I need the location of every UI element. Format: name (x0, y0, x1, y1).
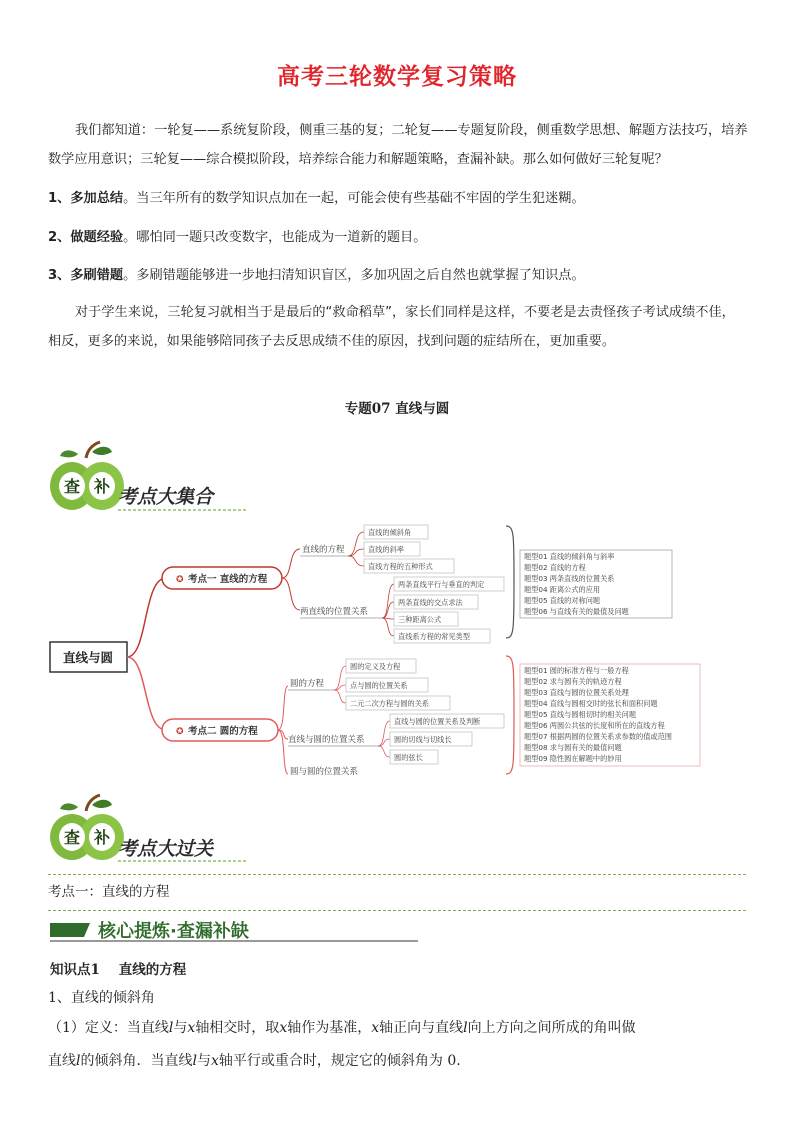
section-divider-bottom (48, 910, 746, 911)
svg-text:✪: ✪ (176, 727, 184, 737)
tip-3-bold: 多刷错题 (70, 268, 124, 283)
b1-sub2-item-4: 直线系方程的常见类型 (398, 632, 470, 641)
intro-paragraph: 我们都知道：一轮复——系统复阶段，侧重三基的复；二轮复——专题复阶段，侧重数学思想、解题方法技巧，培养数学应用意识；三轮复——综合模拟阶段，培养综合能力和解题策略，查漏补缺。那么如何做好三轮复呢？ (48, 123, 748, 167)
def1-var-x2: x (279, 1020, 288, 1036)
b2-sub2-label: 直线与圆的位置关系 (288, 735, 365, 745)
tip-2 (48, 228, 748, 248)
badge-2-label: 考点大过关 (118, 838, 214, 860)
def1-c: 轴相交时，取 (195, 1020, 280, 1036)
b2-type-2: 题型02 求与圆有关的轨迹方程 (524, 677, 622, 686)
topic-title: 专题07 直线与圆 (344, 401, 450, 417)
badge-2-char-2: 补 (93, 828, 111, 847)
b1-sub1-item-3: 直线方程的五种形式 (368, 562, 433, 571)
def2-d: 轴平行或重合时，规定它的倾斜角为 0. (218, 1053, 461, 1069)
b1-sub2-item-2: 两条直线的交点求法 (398, 598, 463, 607)
badge-2-char-1: 查 (63, 828, 81, 847)
def2-var-l: l (76, 1053, 81, 1069)
badge-1-char-1: 查 (63, 477, 81, 496)
b2-type-7: 题型07 根据两圆的位置关系求参数的值或范围 (524, 732, 672, 741)
knowledge-point-heading: 知识点1 直线的方程 (50, 962, 187, 978)
tip-1-text: 。当三年所有的数学知识点加在一起，可能会使有些基础不牢固的学生犯迷糊。 (123, 191, 585, 206)
tip-3-number: 3、 (48, 268, 71, 283)
b1-sub1-item-2: 直线的斜率 (368, 545, 404, 554)
definition-line-1 (48, 1013, 758, 1043)
b2-type-8: 题型08 求与圆有关的最值问题 (524, 743, 622, 752)
b1-sub2-item-1: 两条直线平行与垂直的判定 (398, 580, 485, 589)
branch-1-label: 考点一 直线的方程 (188, 574, 268, 585)
b1-sub2-item-3: 三种距离公式 (398, 615, 442, 624)
b1-type-4: 题型04 距离公式的应用 (524, 585, 601, 594)
b1-type-1: 题型01 直线的倾斜角与斜率 (524, 552, 615, 561)
core-banner (50, 917, 420, 943)
b1-type-2: 题型02 直线的方程 (524, 563, 586, 572)
b1-sub1-item-1: 直线的倾斜角 (368, 528, 412, 537)
def2-var-l2: l (192, 1053, 197, 1069)
tip-2-text: 。哪怕同一题只改变数字，也能成为一道新的题目。 (123, 230, 427, 245)
tip-1-bold: 多加总结 (70, 191, 124, 206)
b2-sub3-label: 圆与圆的位置关系 (290, 767, 359, 775)
badge-1-char-2: 补 (93, 477, 111, 496)
section-divider-top (48, 874, 746, 875)
def1-a: （1）定义：当直线 (48, 1020, 169, 1036)
tip-3-text: 。多刷错题能够进一步地扫清知识盲区，多加巩固之后自然也就掌握了知识点。 (123, 268, 585, 283)
badge-section-2 (48, 793, 258, 865)
def1-var-x3: x (371, 1020, 380, 1036)
b2-type-5: 题型05 直线与圆相切时的相关问题 (524, 710, 637, 719)
def1-e: 轴正向与直线 (379, 1020, 464, 1036)
closing-paragraph: 对于学生来说，三轮复习就相当于是最后的“救命稻草”，家长们同样是这样，不要老是去责怪孩子考试成绩不佳，相反，更多的来说，如果能够陪同孩子去反思成绩不佳的原因，找到问题的症结所在，更加重要。 (48, 305, 735, 349)
b2-type-1: 题型01 圆的标准方程与一般方程 (524, 666, 629, 675)
b2-sub1-item-3: 二元二次方程与圆的关系 (350, 699, 430, 708)
b2-type-6: 题型06 两圆公共弦的长度和所在的直线方程 (524, 721, 665, 730)
tip-2-bold: 做题经验 (70, 230, 124, 245)
b1-sub2-label: 两直线的位置关系 (300, 607, 369, 617)
tip-1 (48, 189, 748, 209)
b1-type-3: 题型03 两条直线的位置关系 (524, 574, 615, 583)
badge-section-1 (48, 440, 258, 520)
b2-type-3: 题型03 直线与圆的位置关系处理 (524, 688, 629, 697)
b2-sub1-item-2: 点与圆的位置关系 (350, 681, 408, 690)
mindmap-root: 直线与圆 (62, 650, 114, 665)
def1-var-x1: x (187, 1020, 196, 1036)
b2-sub2-item-1: 直线与圆的位置关系及判断 (394, 717, 481, 726)
badge-1-label: 考点大集合 (118, 486, 214, 508)
def2-a: 直线 (48, 1053, 76, 1069)
b2-sub1-item-1: 圆的定义及方程 (350, 662, 401, 671)
tip-3 (48, 266, 748, 286)
def1-var-l: l (168, 1020, 174, 1036)
def1-var-l2: l (463, 1020, 468, 1036)
branch-2-label: 考点二 圆的方程 (188, 726, 258, 737)
def1-d: 轴作为基准， (287, 1020, 372, 1036)
def1-f: 向上方向之间所成的角叫做 (467, 1020, 636, 1036)
tip-2-number: 2、 (48, 230, 71, 245)
page-title: 高考三轮数学复习策略 (277, 64, 517, 90)
section-label: 考点一：直线的方程 (48, 884, 170, 900)
b2-type-9: 题型09 隐性圆在解题中的妙用 (524, 754, 622, 763)
svg-text:✪: ✪ (176, 575, 184, 585)
def2-b: 的倾斜角．当直线 (80, 1053, 193, 1069)
b1-type-6: 题型06 与直线有关的最值及问题 (524, 607, 629, 616)
b1-type-5: 题型05 直线的对称问题 (524, 596, 601, 605)
mindmap (48, 520, 748, 775)
apple-badge-icon (48, 793, 258, 865)
b2-type-4: 题型04 直线与圆相交时的弦长和面积问题 (524, 699, 658, 708)
tip-1-number: 1、 (48, 191, 71, 206)
def2-var-x: x (210, 1053, 219, 1069)
def1-b: 与 (173, 1020, 188, 1036)
apple-badge-icon (48, 440, 258, 520)
b1-sub1-label: 直线的方程 (302, 545, 345, 555)
b2-sub2-item-3: 圆的弦长 (394, 753, 423, 762)
def2-c: 与 (196, 1053, 211, 1069)
item-heading: 1、直线的倾斜角 (48, 990, 155, 1006)
b2-sub2-item-2: 圆的切线与切线长 (394, 735, 452, 744)
banner-text: 核心提炼·查漏补缺 (98, 921, 249, 942)
b2-sub1-label: 圆的方程 (290, 679, 325, 689)
definition-line-2 (48, 1046, 758, 1076)
